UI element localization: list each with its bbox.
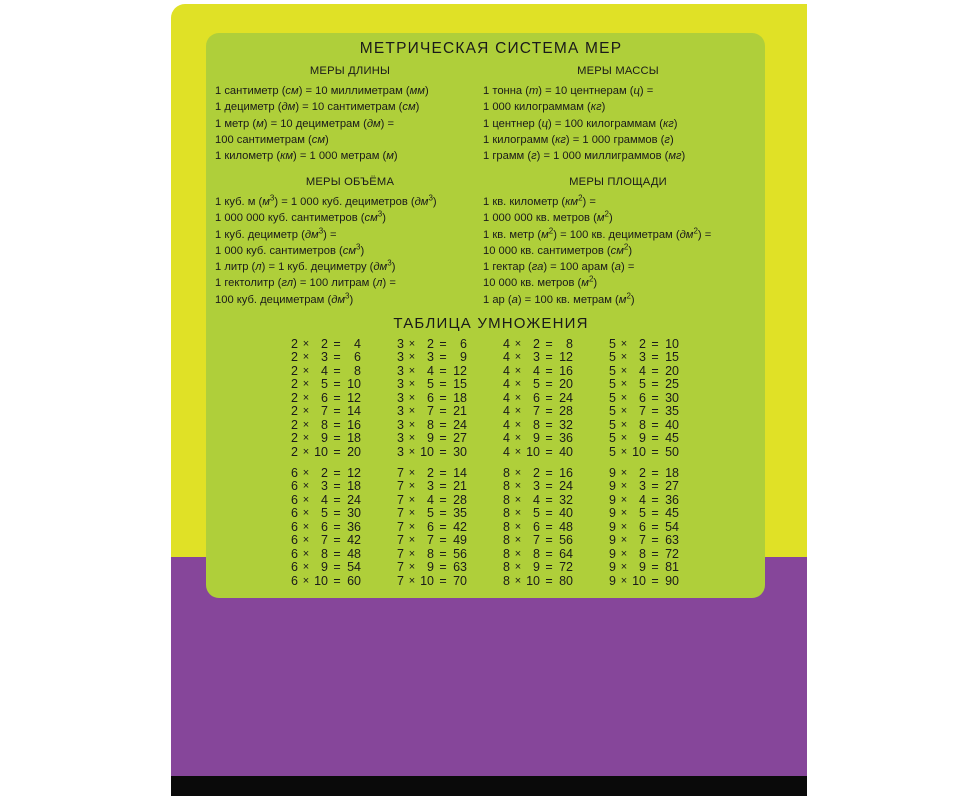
multiplication-row: 6 × 10 = 60: [291, 573, 361, 588]
multiplication-row: 3 × 2 = 6: [397, 337, 467, 351]
multiplication-row: 7 × 3 = 21: [397, 479, 467, 494]
volume-title: МЕРЫ ОБЪЁМА: [305, 176, 395, 188]
volume-line: 1 литр (л) = 1 куб. дециметру $(дм^3)$: [215, 258, 396, 274]
volume-line: 1 куб. дециметр $(дм^3)$ =: [215, 225, 337, 241]
area-line: 1 кв. километр $(км^2)$ =: [483, 193, 596, 208]
mass-line: 1 килограмм (кг) = 1 000 граммов (г): [483, 133, 674, 146]
multiplication-block: [284, 338, 364, 459]
volume-section: [215, 175, 485, 308]
multiplication-row: 7 × 9 = 63: [397, 560, 467, 575]
multiplication-row: 7 × 6 = 42: [397, 519, 467, 534]
multiplication-row: 9 × 3 = 27: [609, 479, 679, 494]
multiplication-row: 7 × 4 = 28: [397, 492, 467, 507]
area-line: 1 ар (а) = 100 кв. метрам $(м^2)$: [483, 291, 635, 306]
multiplication-row: 3 × 3 = 9: [397, 350, 467, 365]
multiplication-row: 8 × 7 = 56: [503, 533, 573, 548]
length-line: 1 километр (км) = 1 000 метрам (м): [215, 150, 398, 163]
multiplication-row: 4 × 8 = 32: [503, 417, 573, 432]
multiplication-row: 4 × 5 = 20: [503, 377, 573, 392]
multiplication-row: 6 × 3 = 18: [291, 479, 361, 494]
volume-line: 1 000 000 куб. сантиметров $(см^3)$: [215, 209, 386, 225]
multiplication-row: 5 × 5 = 25: [609, 377, 679, 392]
multiplication-row: 5 × 4 = 20: [609, 363, 679, 378]
multiplication-row: 7 × 2 = 14: [397, 466, 467, 480]
multiplication-row: 4 × 10 = 40: [503, 444, 573, 459]
multiplication-row: 9 × 9 = 81: [609, 560, 679, 575]
mass-line: 1 грамм (г) = 1 000 миллиграммов (мг): [483, 150, 686, 163]
multiplication-block: [602, 338, 682, 459]
multiplication-title: ТАБЛИЦА УМНОЖЕНИЯ: [393, 315, 589, 332]
area-section: [483, 175, 753, 308]
multiplication-row: 6 × 8 = 48: [291, 546, 361, 561]
multiplication-row: 2 × 2 = 4: [291, 337, 361, 351]
multiplication-row: 5 × 6 = 30: [609, 390, 679, 405]
multiplication-row: 5 × 10 = 50: [609, 444, 679, 459]
multiplication-row: 6 × 7 = 42: [291, 533, 361, 548]
multiplication-row: 2 × 10 = 20: [291, 444, 361, 459]
length-line: 100 сантиметрам (см): [215, 133, 329, 146]
length-line: 1 дециметр (дм) = 10 сантиметрам (см): [215, 101, 420, 114]
multiplication-row: 2 × 8 = 16: [291, 417, 361, 432]
multiplication-block: [390, 467, 470, 588]
multiplication-row: 3 × 10 = 30: [397, 444, 467, 459]
multiplication-row: 5 × 3 = 15: [609, 350, 679, 365]
multiplication-row: 7 × 8 = 56: [397, 546, 467, 561]
volume-line: 1 гектолитр (гл) = 100 литрам (л) =: [215, 277, 396, 290]
area-title: МЕРЫ ПЛОЩАДИ: [569, 176, 667, 188]
multiplication-row: 4 × 3 = 12: [503, 350, 573, 365]
notebook-back-cover: [171, 4, 807, 796]
multiplication-row: 9 × 6 = 54: [609, 519, 679, 534]
multiplication-row: 6 × 5 = 30: [291, 506, 361, 521]
multiplication-row: 2 × 9 = 18: [291, 431, 361, 446]
multiplication-row: 8 × 8 = 64: [503, 546, 573, 561]
multiplication-block: [496, 467, 576, 588]
mass-lines: [483, 83, 753, 164]
multiplication-row: 3 × 6 = 18: [397, 390, 467, 405]
volume-line: 1 000 куб. сантиметров $(см^3)$: [215, 242, 365, 257]
multiplication-block: [496, 338, 576, 459]
multiplication-row: 3 × 9 = 27: [397, 431, 467, 446]
multiplication-row: 3 × 4 = 12: [397, 363, 467, 378]
multiplication-row: 3 × 5 = 15: [397, 377, 467, 392]
multiplication-row: 6 × 9 = 54: [291, 560, 361, 575]
area-line: 1 кв. метр $(м^2) = 100$ кв. дециметрам $(дм^2)$ =: [483, 225, 712, 241]
multiplication-row: 6 × 2 = 12: [291, 466, 361, 480]
panel-title: МЕТРИЧЕСКАЯ СИСТЕМА МЕР: [359, 40, 623, 57]
length-title: МЕРЫ ДЛИНЫ: [309, 65, 391, 77]
multiplication-row: 9 × 7 = 63: [609, 533, 679, 548]
multiplication-row: 9 × 5 = 45: [609, 506, 679, 521]
mass-section: [483, 64, 753, 164]
multiplication-row: 8 × 5 = 40: [503, 506, 573, 521]
volume-line: 1 куб. м $(м^3) = 1$ 000 куб. дециметров $(дм^3)$: [215, 193, 437, 208]
area-lines: [483, 194, 753, 308]
multiplication-row: 8 × 4 = 32: [503, 492, 573, 507]
multiplication-row: 7 × 7 = 49: [397, 533, 467, 548]
multiplication-block: [602, 467, 682, 588]
multiplication-block: [390, 338, 470, 459]
volume-line: 100 куб. дециметрам $(дм^3)$: [215, 291, 354, 306]
multiplication-row: 2 × 4 = 8: [291, 363, 361, 378]
multiplication-row: 9 × 4 = 36: [609, 492, 679, 507]
multiplication-row: 8 × 2 = 16: [503, 466, 573, 480]
multiplication-block: [284, 467, 364, 588]
mass-line: 1 тонна (т) = 10 центнерам (ц) =: [483, 85, 654, 97]
multiplication-row: 4 × 6 = 24: [503, 390, 573, 405]
multiplication-row: 2 × 6 = 12: [291, 390, 361, 405]
multiplication-row: 2 × 3 = 6: [291, 350, 361, 365]
mass-line: 1 центнер (ц) = 100 килограммам (кг): [483, 117, 678, 130]
multiplication-row: 8 × 10 = 80: [503, 573, 573, 588]
multiplication-row: 7 × 10 = 70: [397, 573, 467, 588]
multiplication-row: 5 × 9 = 45: [609, 431, 679, 446]
multiplication-row: 5 × 7 = 35: [609, 404, 679, 419]
multiplication-row: 4 × 9 = 36: [503, 431, 573, 446]
multiplication-row: 5 × 2 = 10: [609, 337, 679, 351]
length-line: 1 метр (м) = 10 дециметрам (дм) =: [215, 117, 395, 130]
length-section: [215, 64, 485, 164]
area-line: 1 гектар (га) = 100 арам (а) =: [483, 261, 635, 274]
multiplication-row: 2 × 5 = 10: [291, 377, 361, 392]
multiplication-row: 9 × 8 = 72: [609, 546, 679, 561]
multiplication-row: 8 × 6 = 48: [503, 519, 573, 534]
cover-bottom-edge: [171, 776, 807, 796]
reference-panel: [206, 33, 765, 598]
length-line: 1 сантиметр (см) = 10 миллиметрам (мм): [215, 85, 429, 97]
volume-lines: [215, 194, 485, 308]
multiplication-row: 9 × 10 = 90: [609, 573, 679, 588]
multiplication-row: 3 × 8 = 24: [397, 417, 467, 432]
mass-title: МЕРЫ МАССЫ: [577, 65, 659, 77]
area-line: 1 000 000 кв. метров $(м^2)$: [483, 209, 613, 225]
multiplication-row: 6 × 4 = 24: [291, 492, 361, 507]
multiplication-row: 8 × 3 = 24: [503, 479, 573, 494]
multiplication-row: 3 × 7 = 21: [397, 404, 467, 419]
multiplication-row: 4 × 7 = 28: [503, 404, 573, 419]
area-line: 10 000 кв. метров $(м^2)$: [483, 274, 598, 290]
multiplication-row: 2 × 7 = 14: [291, 404, 361, 419]
length-lines: [215, 83, 485, 164]
multiplication-row: 4 × 2 = 8: [503, 337, 573, 351]
multiplication-row: 4 × 4 = 16: [503, 363, 573, 378]
multiplication-row: 5 × 8 = 40: [609, 417, 679, 432]
multiplication-row: 9 × 2 = 18: [609, 466, 679, 480]
multiplication-row: 6 × 6 = 36: [291, 519, 361, 534]
area-line: 10 000 кв. сантиметров $(см^2)$: [483, 242, 633, 257]
multiplication-row: 8 × 9 = 72: [503, 560, 573, 575]
multiplication-row: 7 × 5 = 35: [397, 506, 467, 521]
mass-line: 1 000 килограммам (кг): [483, 101, 606, 114]
